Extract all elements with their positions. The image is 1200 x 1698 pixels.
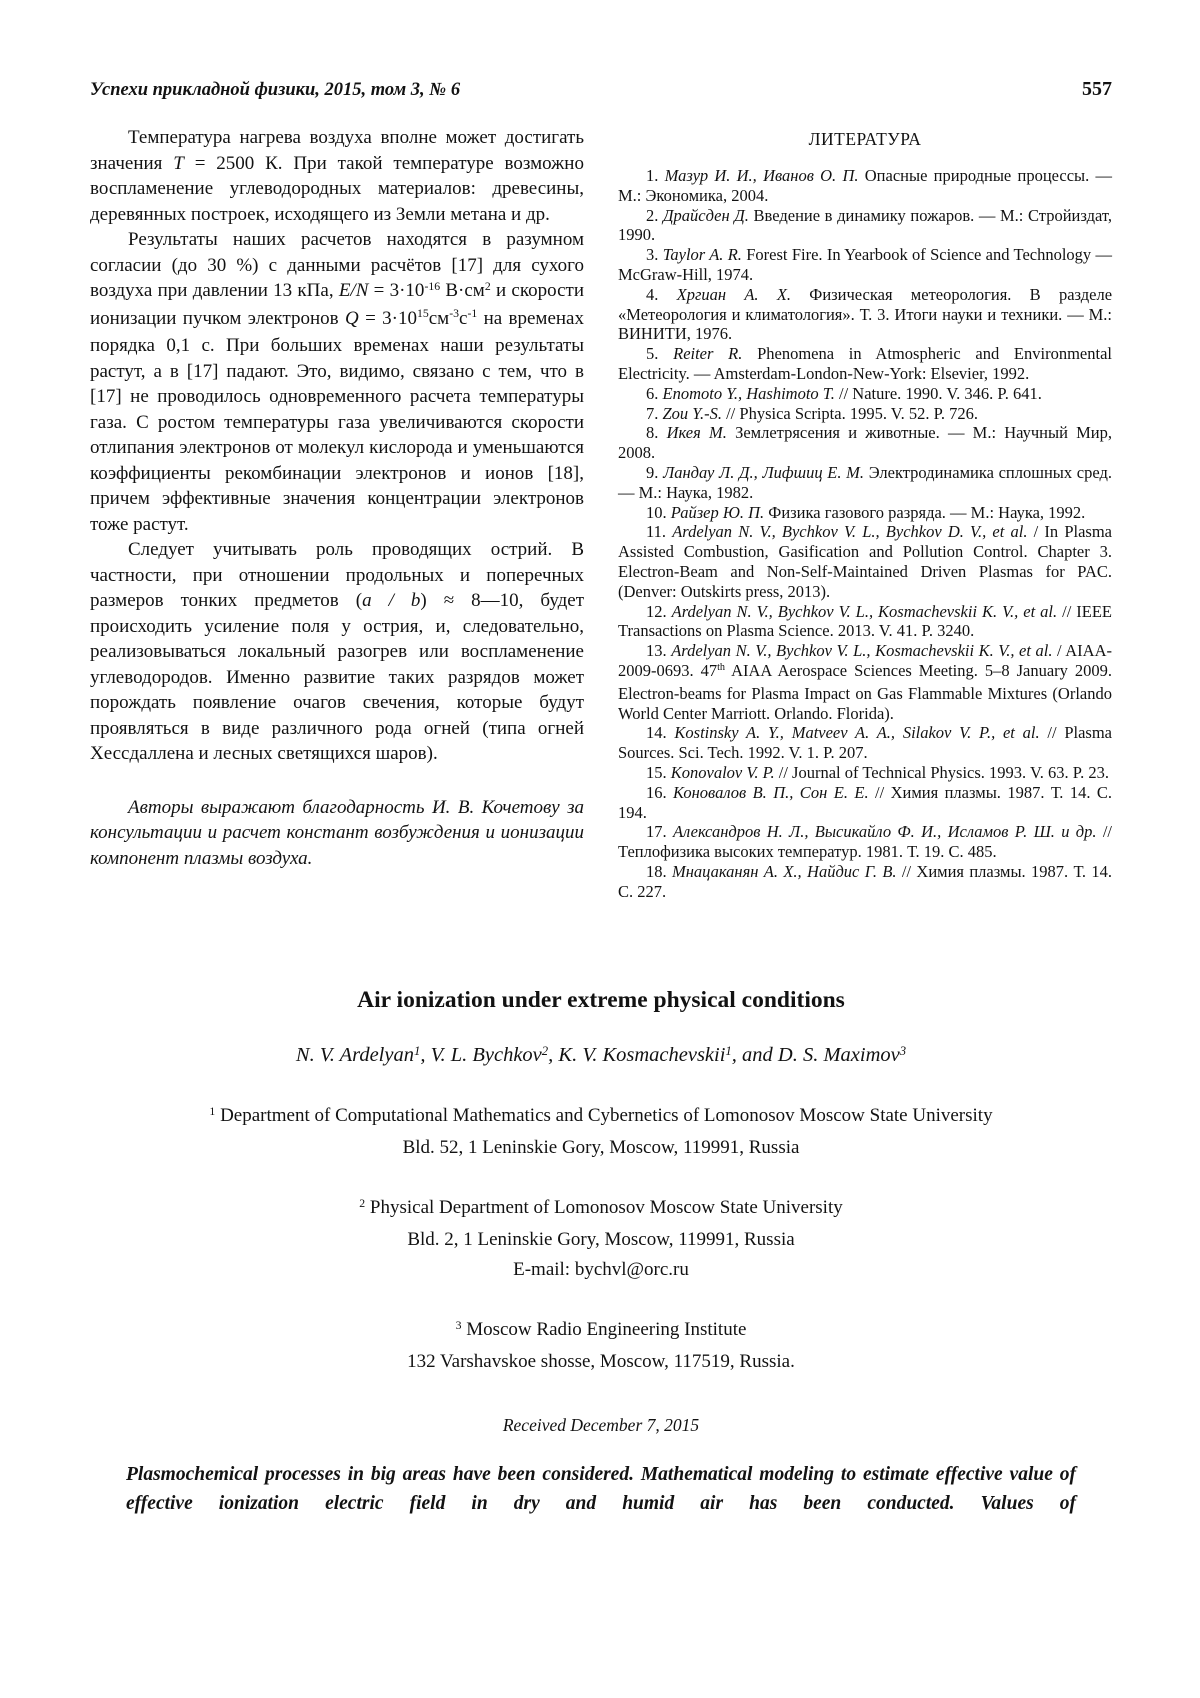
reference-item: 1. Мазур И. И., Иванов О. П. Опасные природные процессы. — М.: Экономика, 2004.: [618, 166, 1112, 205]
body-paragraph: Температура нагрева воздуха вполне может достигать значения T = 2500 К. При такой температуре возможно воспламенение углеводородных материалов: древесины, деревянных построек, исходящего из Земли метана и др.: [90, 127, 584, 225]
acknowledgement-paragraph: Авторы выражают благодарность И. В. Кочетову за консультации и расчет констант возбуждения и ионизации компонент плазмы воздуха.: [90, 796, 584, 869]
reference-item: 4. Хргиан А. Х. Физическая метеорология. В разделе «Метеорология и климатология». Т. 3. Итоги науки и техники. — М.: ВИНИТИ, 1976.: [618, 284, 1113, 344]
reference-item: 2. Драйсден Д. Введение в динамику пожаров. — М.: Стройиздат, 1990.: [618, 205, 1112, 245]
email-line: E-mail: bychvl@orc.ru: [513, 1259, 689, 1281]
abstract-text: Plasmochemical processes in big areas have been considered. Mathematical modeling to estimate effective value of effective ionization electric field in dry and humid air has been conducted. Values of: [126, 1464, 1076, 1515]
affiliation-1: [90, 1101, 1112, 1163]
page-header: [90, 78, 1112, 101]
received-date: Received December 7, 2015: [502, 1415, 700, 1436]
reference-item: 10. Райзер Ю. П. Физика газового разряда. — М.: Наука, 1992.: [646, 502, 1086, 522]
reference-item: 6. Enomoto Y., Hashimoto T. // Nature. 1990. V. 346. P. 641.: [646, 383, 1042, 403]
reference-item: 3. Taylor A. R. Forest Fire. In Yearbook of Science and Technology — McGraw-Hill, 1974.: [618, 245, 1112, 284]
body-paragraph: Результаты наших расчетов находятся в разумном согласии (до 30 %) с данными расчётов [17] для сухого воздуха при давлении 13 кПа, $E/N = 3\cdot 10^{-16}$ $В\cdot см^2$ и скорости ионизации пучком электронов $Q = 3\cdot 10^{15}см^{-3}с^{-1}$ на временах порядка 0,1 с. При больших временах наши результаты растут, а в [17] падают. Это, видимо, связано с тем, что в [17] не проводилось одновременного расчета температуры газа. С ростом температуры газа увеличиваются скорости отлипания электронов от молекул кислорода и уменьшаются коэффициенты рекомбинации электронов и ионов [18], причем эффективные значения концентрации электронов тоже растут.: [90, 229, 584, 535]
references-heading: ЛИТЕРАТУРА: [808, 129, 922, 149]
affiliation-line: 132 Varshavskoe shosse, Moscow, 117519, Russia.: [407, 1351, 795, 1373]
authors-line: N. V. Ardelyan$^1$, V. L. Bychkov$^2$, K. V. Kosmachevskii$^1$, and D. S. Maximov$^3$: [295, 1043, 907, 1067]
reference-item: 17. Александров Н. Л., Высикайло Ф. И., Исламов Р. Ш. и др. // Теплофизика высоких температур. 1981. Т. 19. С. 485.: [618, 822, 1113, 862]
page-number: 557: [1082, 78, 1112, 100]
english-abstract-section: [90, 987, 1112, 1518]
reference-item: 18. Мнацаканян А. Х., Найдис Г. В. // Химия плазмы. 1987. Т. 14. С. 227.: [618, 861, 1113, 901]
reference-item: 8. Икея М. Землетрясения и животные. — М.: Научный Мир, 2008.: [618, 423, 1112, 463]
body-paragraph: Следует учитывать роль проводящих острий. В частности, при отношении продольных и поперечных размеров тонких предметов (a / b) ≈ 8—10, будет происходить усиление поля у острия, и, следовательно, реализовываться локальный разогрев или воспламенение углеводородов. Именно развитие таких разрядов может порождать появление очагов свечения, которые будут проявляться в виде различного рода огней (типа огней Хессдаллена и лесных светящихся шаров).: [90, 539, 585, 764]
reference-item: 9. Ландау Л. Д., Лифшиц Е. М. Электродинамика сплошных сред. — М.: Наука, 1982.: [618, 462, 1113, 502]
affiliation-line: $^3$ Moscow Radio Engineering Institute: [455, 1319, 747, 1341]
affiliation-line: Bld. 2, 1 Leninskie Gory, Moscow, 119991, Russia: [407, 1229, 795, 1251]
two-column-body: [90, 125, 1112, 901]
affiliation-line: $^2$ Physical Department of Lomonosov Moscow State University: [359, 1197, 843, 1219]
affiliation-line: Bld. 52, 1 Leninskie Gory, Moscow, 119991, Russia: [402, 1137, 800, 1159]
affiliation-2: [90, 1193, 1112, 1285]
reference-item: 5. Reiter R. Phenomena in Atmospheric and Environmental Electricity. — Amsterdam-London-New-York: Elsevier, 1992.: [618, 344, 1112, 383]
reference-item: 14. Kostinsky A. Y., Matveev A. A., Silakov V. P., et al. // Plasma Sources. Sci. Tech. 1992. V. 1. P. 207.: [618, 723, 1112, 763]
left-column: [90, 125, 584, 901]
reference-item: 12. Ardelyan N. V., Bychkov V. L., Kosmachevskii K. V., et al. // IEEE Transactions on Plasma Science. 2013. V. 41. P. 3240.: [618, 601, 1112, 641]
affiliation-3: [90, 1315, 1112, 1377]
reference-item: 7. Zou Y.-S. // Physica Scripta. 1995. V. 52. P. 726.: [646, 403, 979, 423]
article-title-en: Air ionization under extreme physical conditions: [357, 987, 845, 1014]
reference-item: 11. Ardelyan N. V., Bychkov V. L., Bychkov D. V., et al. / In Plasma Assisted Combustion, Gasification and Pollution Control. Chapter 3. Electron-Beam and Non-Self-Maintained Driven Plasmas for PAC. (Denver: Outskirts press, 2013).: [618, 522, 1112, 601]
references-column: [618, 125, 1112, 901]
reference-item: 15. Konovalov V. P. // Journal of Technical Physics. 1993. V. 63. P. 23.: [646, 762, 1109, 782]
affiliation-line: $^1$ Department of Computational Mathematics and Cybernetics of Lomonosov Moscow State University: [209, 1105, 993, 1127]
reference-item: 16. Коновалов В. П., Сон Е. Е. // Химия плазмы. 1987. Т. 14. С. 194.: [618, 782, 1113, 822]
reference-item: 13. Ardelyan N. V., Bychkov V. L., Kosmachevskii K. V., et al. / AIAA-2009-0693. 47th AIAA Aerospace Sciences Meeting. 5–8 January 2009. Electron-beams for Plasma Impact on Gas Flammable Mixtures (Orlando World Center Marriott. Orlando. Florida).: [618, 641, 1112, 723]
journal-title: Успехи прикладной физики, 2015, том 3, № 6: [90, 80, 461, 100]
